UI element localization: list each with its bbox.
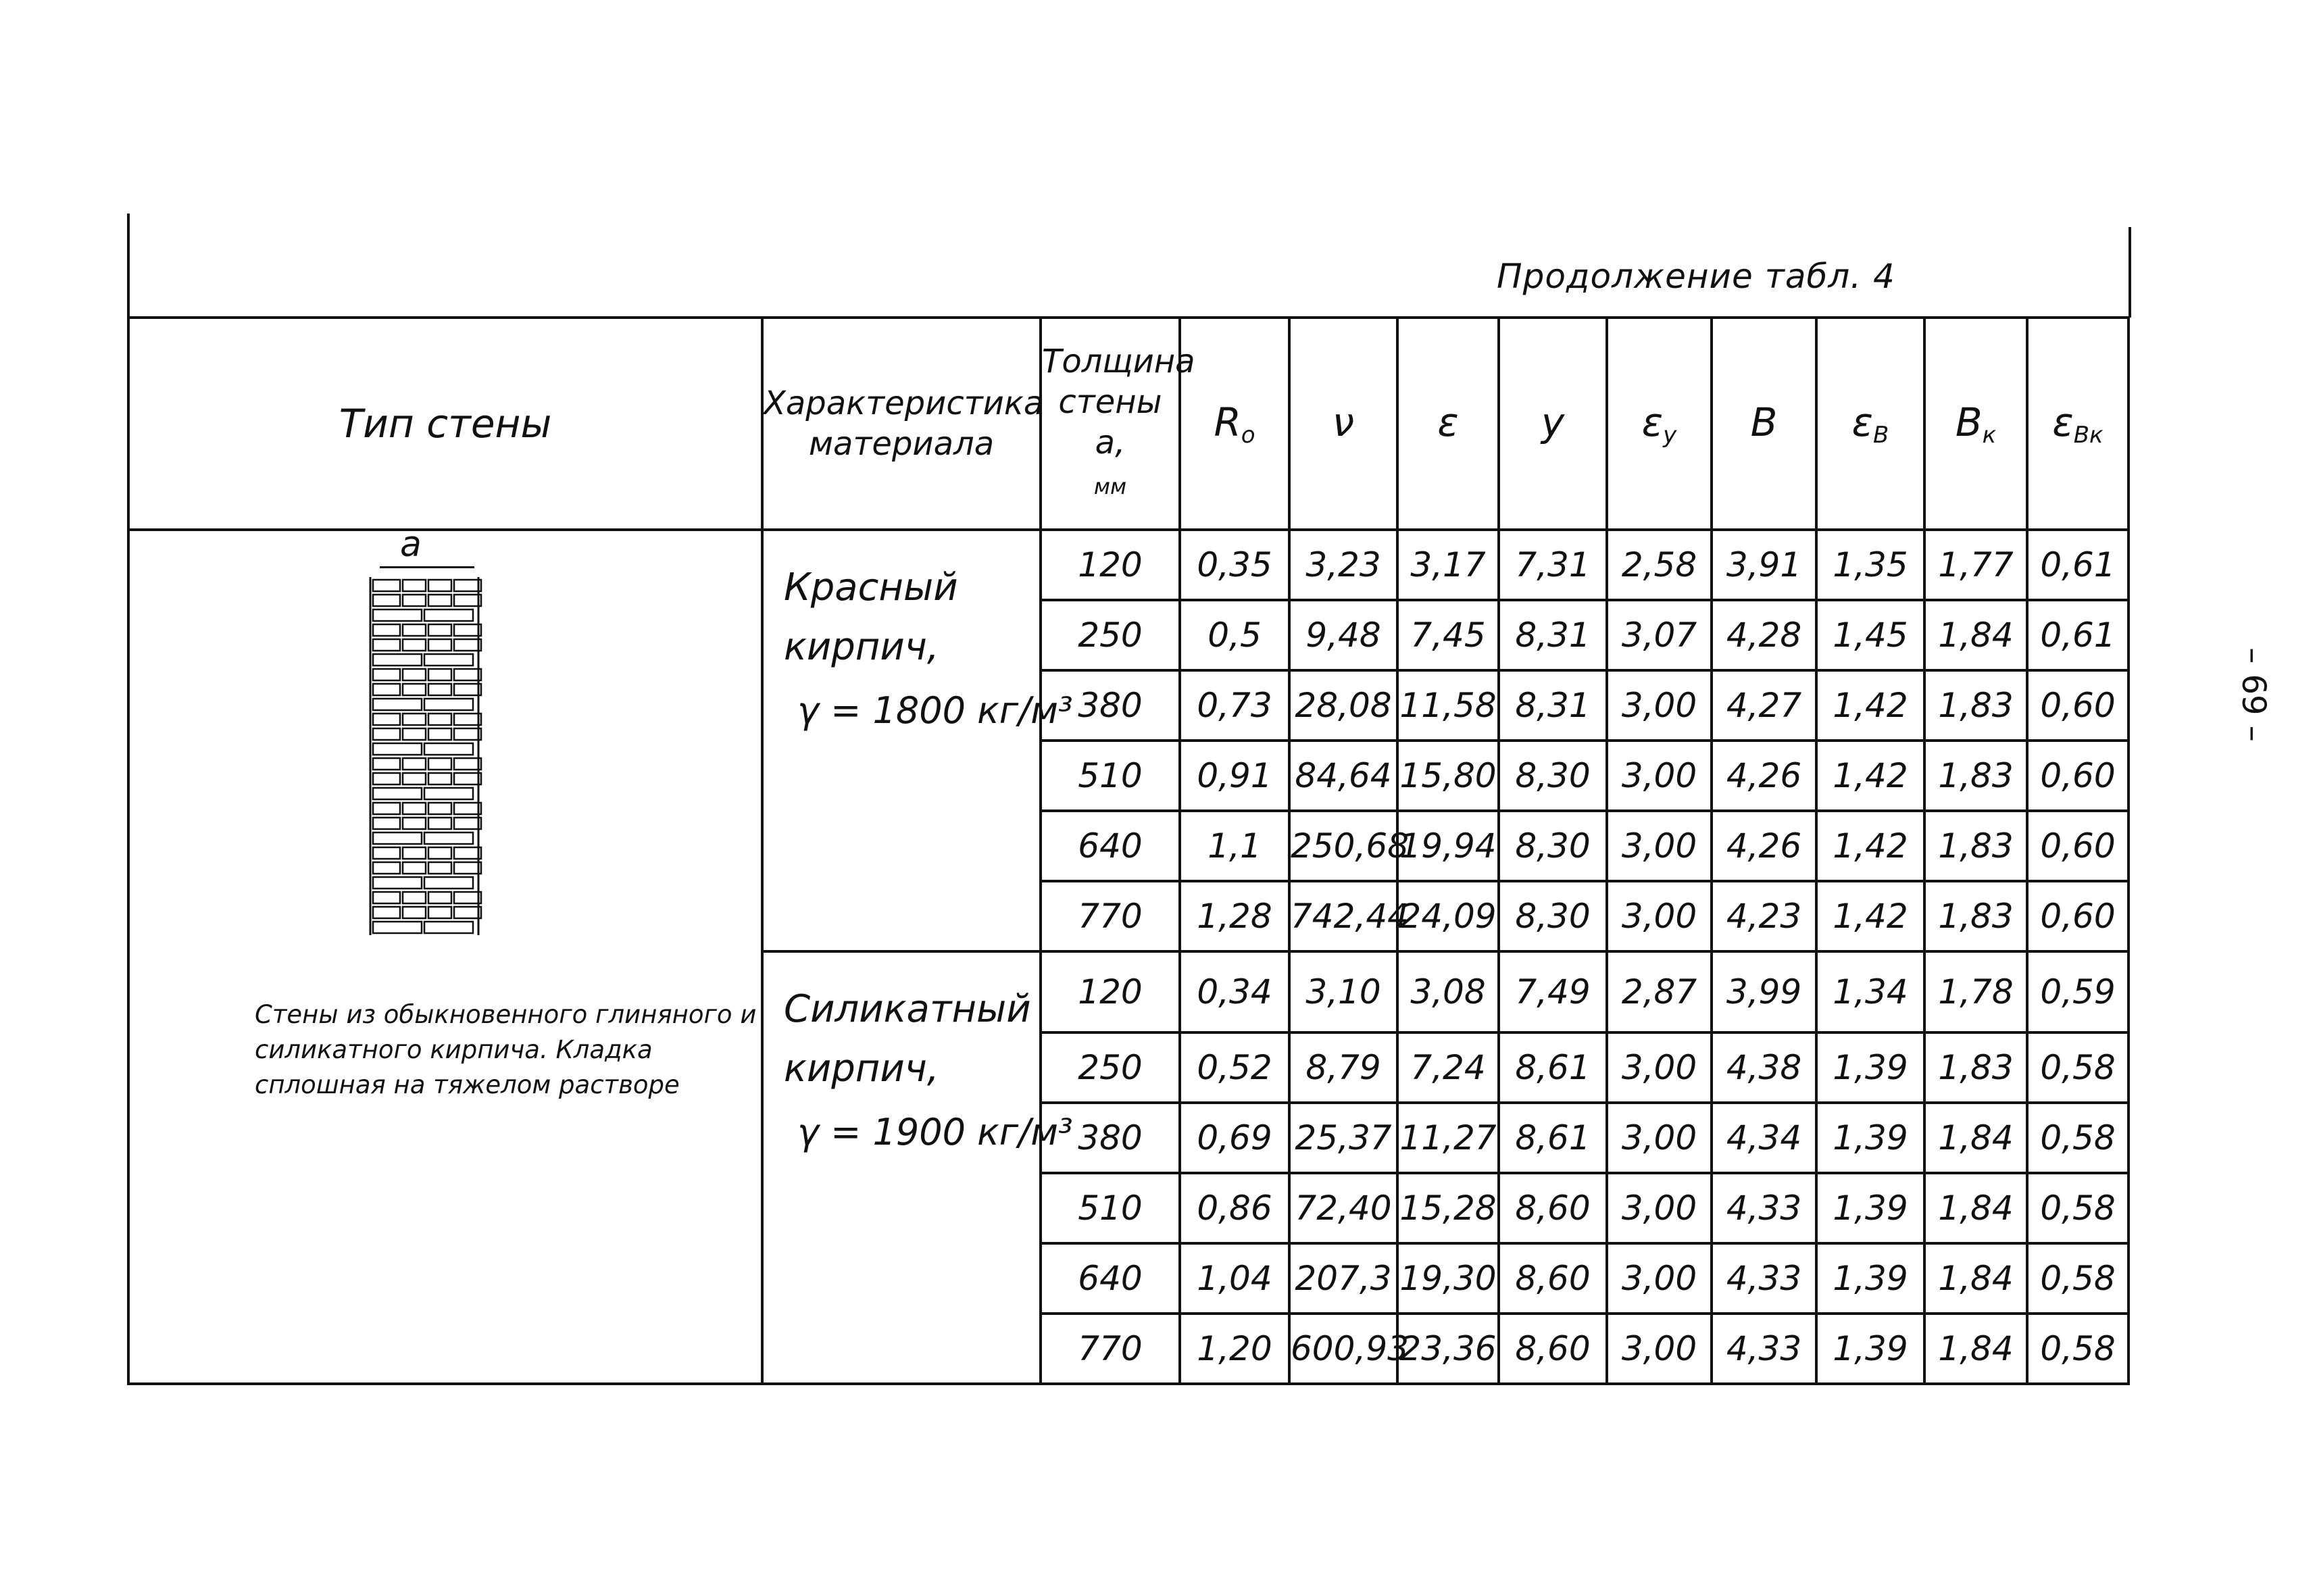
brick (403, 714, 426, 725)
material-density: γ = 1900 кг/м³ (797, 1111, 1073, 1153)
table-cell: 0,61 (2027, 600, 2129, 670)
wall-dimension-line (380, 566, 474, 568)
brick (373, 818, 400, 829)
table-cell: 1,77 (1924, 530, 2027, 600)
table-continuation-label: Продолжение табл. 4 (1497, 257, 1895, 296)
header-quantity (1397, 318, 1499, 530)
table-cell: 3,00 (1607, 811, 1712, 881)
brick (403, 803, 426, 814)
table-cell: 742,44 (1289, 881, 1397, 951)
brick (454, 624, 481, 636)
brick (424, 832, 473, 844)
brick (373, 877, 422, 889)
brick (403, 728, 426, 740)
table-cell: 8,60 (1499, 1243, 1607, 1314)
brick (454, 669, 481, 680)
table-cell: 4,33 (1712, 1243, 1816, 1314)
table-cell: 1,45 (1816, 600, 1924, 670)
thickness-value: 770 (1041, 881, 1180, 951)
table-cell: 1,42 (1816, 881, 1924, 951)
brick (454, 758, 481, 770)
brick (403, 847, 426, 859)
brick (373, 580, 400, 591)
table-cell: 4,26 (1712, 811, 1816, 881)
brick (424, 788, 473, 799)
brick (424, 877, 473, 889)
brick (373, 922, 422, 933)
wall-illustration (130, 524, 761, 1382)
table-cell: 3,00 (1607, 1173, 1712, 1243)
brick (454, 892, 481, 903)
table-cell: 4,28 (1712, 600, 1816, 670)
table-cell: 1,28 (1180, 881, 1289, 951)
thickness-value: 380 (1041, 670, 1180, 741)
table-cell: 1,04 (1180, 1243, 1289, 1314)
header-quantity-subscript: к (1982, 421, 1997, 449)
table-cell: 3,07 (1607, 600, 1712, 670)
table-cell: 0,58 (2027, 1103, 2129, 1173)
table-cell: 84,64 (1289, 741, 1397, 811)
table-cell: 1,34 (1816, 951, 1924, 1032)
header-quantity (2027, 318, 2129, 530)
brick (424, 654, 473, 666)
material-density: γ = 1800 кг/м³ (797, 689, 1073, 732)
table-cell: 3,91 (1712, 530, 1816, 600)
brick (428, 818, 451, 829)
table-cell: 207,3 (1289, 1243, 1397, 1314)
header-quantity-symbol: y (1541, 399, 1565, 445)
brick (428, 684, 451, 695)
thickness-value: 250 (1041, 1032, 1180, 1103)
table-cell: 0,5 (1180, 600, 1289, 670)
table-cell: 8,61 (1499, 1103, 1607, 1173)
brick (373, 803, 400, 814)
table-cell: 1,84 (1924, 600, 2027, 670)
table-cell: 1,84 (1924, 1243, 2027, 1314)
material-cell (762, 530, 1073, 951)
table-cell: 1,39 (1816, 1173, 1924, 1243)
brick (373, 832, 422, 844)
thickness-value: 250 (1041, 600, 1180, 670)
table-cell: 0,60 (2027, 741, 2129, 811)
brick (428, 847, 451, 859)
brick (428, 714, 451, 725)
header-material: Характеристика материала (762, 318, 1041, 530)
brick (454, 580, 481, 591)
thickness-value: 640 (1041, 1243, 1180, 1314)
wall-properties-table (127, 316, 2130, 1385)
brick (403, 624, 426, 636)
table-cell: 1,42 (1816, 811, 1924, 881)
brick (373, 892, 400, 903)
table-cell: 0,58 (2027, 1032, 2129, 1103)
table-cell: 0,34 (1180, 951, 1289, 1032)
table-cell: 0,60 (2027, 811, 2129, 881)
table-cell: 0,73 (1180, 670, 1289, 741)
table-cell: 19,30 (1397, 1243, 1499, 1314)
brick (454, 639, 481, 651)
brick (373, 907, 400, 918)
table-body (128, 524, 2129, 1384)
table-cell: 11,58 (1397, 670, 1499, 741)
brick (428, 773, 451, 784)
header-quantity (1289, 318, 1397, 530)
header-quantity-symbol: R (1214, 399, 1241, 445)
table-cell: 4,34 (1712, 1103, 1816, 1173)
header-quantity-symbol: ε (1641, 399, 1664, 445)
brick (454, 728, 481, 740)
header-quantity (1924, 318, 2027, 530)
brick (424, 609, 473, 621)
table-cell: 11,27 (1397, 1103, 1499, 1173)
header-row (128, 318, 2129, 530)
brick (454, 773, 481, 784)
table-cell: 8,79 (1289, 1032, 1397, 1103)
table-cell: 3,00 (1607, 741, 1712, 811)
brick (403, 758, 426, 770)
table-cell: 24,09 (1397, 881, 1499, 951)
header-quantity-symbol: ε (1437, 399, 1459, 445)
table-cell: 0,61 (2027, 530, 2129, 600)
brick (373, 773, 400, 784)
brick (454, 803, 481, 814)
table-cell: 3,00 (1607, 1314, 1712, 1384)
table-cell: 0,58 (2027, 1243, 2129, 1314)
brick (428, 803, 451, 814)
brick (403, 639, 426, 651)
brick (373, 699, 422, 710)
table-cell: 0,58 (2027, 1173, 2129, 1243)
table-cell: 600,93 (1289, 1314, 1397, 1384)
header-quantity (1607, 318, 1712, 530)
header-quantity-symbol: B (1750, 399, 1778, 445)
table-cell: 1,83 (1924, 670, 2027, 741)
brick (454, 862, 481, 874)
thickness-value: 640 (1041, 811, 1180, 881)
thickness-value: 770 (1041, 1314, 1180, 1384)
brick (373, 847, 400, 859)
table-cell: 2,87 (1607, 951, 1712, 1032)
wall-type-cell (128, 524, 762, 1384)
brick (373, 758, 400, 770)
brick (428, 595, 451, 606)
table-cell: 7,24 (1397, 1032, 1499, 1103)
brick (373, 788, 422, 799)
brick (424, 922, 473, 933)
brick (454, 714, 481, 725)
brick (454, 907, 481, 918)
brick (373, 654, 422, 666)
brick (428, 728, 451, 740)
table-cell: 28,08 (1289, 670, 1397, 741)
brick (454, 818, 481, 829)
header-thickness (1041, 318, 1195, 530)
thickness-value: 380 (1041, 1103, 1180, 1173)
brick (373, 743, 422, 755)
table-cell: 1,84 (1924, 1314, 2027, 1384)
table-cell: 72,40 (1289, 1173, 1397, 1243)
table-cell: 4,27 (1712, 670, 1816, 741)
header-quantity-subscript: o (1241, 421, 1255, 449)
table-cell: 1,83 (1924, 1032, 2027, 1103)
brick (454, 847, 481, 859)
brick (428, 862, 451, 874)
table-cell: 7,31 (1499, 530, 1607, 600)
header-quantity-symbol: ν (1332, 399, 1355, 445)
header-quantity-symbol: B (1955, 399, 1983, 445)
brick (373, 639, 400, 651)
page-number: – 69 – (2235, 647, 2272, 742)
table-cell: 250,68 (1289, 811, 1397, 881)
brick (454, 595, 481, 606)
table-cell: 3,99 (1712, 951, 1816, 1032)
header-thickness-label: Толщина стены (1042, 342, 1195, 421)
table-cell: 1,39 (1816, 1243, 1924, 1314)
brick (373, 609, 422, 621)
header-quantity (1499, 318, 1607, 530)
table-cell: 0,91 (1180, 741, 1289, 811)
brick (403, 669, 426, 680)
table-cell: 1,35 (1816, 530, 1924, 600)
table-cell: 4,33 (1712, 1173, 1816, 1243)
table-cell: 8,60 (1499, 1173, 1607, 1243)
table-cell: 4,26 (1712, 741, 1816, 811)
table-cell: 0,69 (1180, 1103, 1289, 1173)
table-cell: 3,08 (1397, 951, 1499, 1032)
table-cell: 3,00 (1607, 1243, 1712, 1314)
table-cell: 23,36 (1397, 1314, 1499, 1384)
material-name: Силикатный кирпич, (784, 987, 1031, 1091)
table-cell: 0,86 (1180, 1173, 1289, 1243)
table-cell: 0,52 (1180, 1032, 1289, 1103)
table-cell: 4,38 (1712, 1032, 1816, 1103)
header-quantity (1180, 318, 1289, 530)
table-cell: 1,83 (1924, 811, 2027, 881)
table-cell: 1,84 (1924, 1173, 2027, 1243)
brick (403, 892, 426, 903)
thickness-value: 120 (1041, 951, 1180, 1032)
brick (403, 818, 426, 829)
table-cell: 25,37 (1289, 1103, 1397, 1173)
table-cell: 19,94 (1397, 811, 1499, 881)
wall-dimension-label: a (400, 524, 422, 565)
table-cell: 4,33 (1712, 1314, 1816, 1384)
header-wall-type: Тип стены (128, 318, 762, 530)
header-quantity-symbol: ε (1851, 399, 1874, 445)
brick (428, 907, 451, 918)
table-cell: 1,84 (1924, 1103, 2027, 1173)
table-cell: 8,31 (1499, 600, 1607, 670)
table-cell: 8,30 (1499, 741, 1607, 811)
brick (403, 580, 426, 591)
header-quantity (1712, 318, 1816, 530)
brick-wall-drawing (368, 576, 489, 954)
table-cell: 3,10 (1289, 951, 1397, 1032)
frame-right-line (2129, 227, 2131, 318)
table-cell: 8,30 (1499, 881, 1607, 951)
table-cell: 3,17 (1397, 530, 1499, 600)
brick (373, 624, 400, 636)
table-cell: 8,60 (1499, 1314, 1607, 1384)
table-cell: 15,28 (1397, 1173, 1499, 1243)
table-cell: 1,42 (1816, 741, 1924, 811)
table-cell: 0,59 (2027, 951, 2129, 1032)
header-quantity-subscript: Bк (2073, 421, 2104, 449)
table-cell: 0,60 (2027, 881, 2129, 951)
table-cell: 1,20 (1180, 1314, 1289, 1384)
brick (373, 595, 400, 606)
brick (424, 699, 473, 710)
table-cell: 1,39 (1816, 1103, 1924, 1173)
material-name: Красный кирпич, (784, 566, 958, 669)
table-cell: 15,80 (1397, 741, 1499, 811)
table-cell: 3,00 (1607, 670, 1712, 741)
table-cell: 2,58 (1607, 530, 1712, 600)
brick (373, 714, 400, 725)
table-row (128, 530, 2129, 600)
wall-caption: Стены из обыкновенного глиняного и силикатного кирпича. Кладка сплошная на тяжелом растворе (255, 1000, 757, 1099)
table-cell: 0,35 (1180, 530, 1289, 600)
table-cell: 3,00 (1607, 1032, 1712, 1103)
table-cell: 8,61 (1499, 1032, 1607, 1103)
brick (424, 743, 473, 755)
brick (403, 684, 426, 695)
table-cell: 8,30 (1499, 811, 1607, 881)
thickness-value: 510 (1041, 1173, 1180, 1243)
header-thickness-unit: мм (1093, 473, 1127, 499)
table-cell: 4,23 (1712, 881, 1816, 951)
brick (428, 624, 451, 636)
table-cell: 1,42 (1816, 670, 1924, 741)
thickness-value: 510 (1041, 741, 1180, 811)
brick (428, 639, 451, 651)
brick (428, 669, 451, 680)
table-cell: 1,78 (1924, 951, 2027, 1032)
header-quantity-symbol: ε (2052, 399, 2074, 445)
header-quantity-subscript: y (1663, 421, 1677, 449)
brick (373, 862, 400, 874)
table-cell: 0,58 (2027, 1314, 2129, 1384)
table-cell: 7,45 (1397, 600, 1499, 670)
table-cell: 9,48 (1289, 600, 1397, 670)
brick (373, 669, 400, 680)
brick (373, 684, 400, 695)
brick (403, 862, 426, 874)
table-cell: 1,83 (1924, 881, 2027, 951)
table-cell: 8,31 (1499, 670, 1607, 741)
table-cell: 3,00 (1607, 881, 1712, 951)
table-cell: 7,49 (1499, 951, 1607, 1032)
table-cell: 1,1 (1180, 811, 1289, 881)
brick (428, 580, 451, 591)
header-quantity (1816, 318, 1924, 530)
table-cell: 1,39 (1816, 1032, 1924, 1103)
brick (454, 684, 481, 695)
thickness-value: 120 (1041, 530, 1180, 600)
brick (403, 773, 426, 784)
table-cell: 0,60 (2027, 670, 2129, 741)
brick (403, 595, 426, 606)
brick (403, 907, 426, 918)
table-cell: 1,83 (1924, 741, 2027, 811)
table-cell: 1,39 (1816, 1314, 1924, 1384)
brick (428, 892, 451, 903)
header-quantity-subscript: B (1873, 421, 1889, 449)
table-cell: 3,00 (1607, 1103, 1712, 1173)
material-cell (762, 951, 1073, 1384)
header-thickness-symbol: a, (1095, 423, 1126, 462)
brick (428, 758, 451, 770)
table-cell: 3,23 (1289, 530, 1397, 600)
brick (373, 728, 400, 740)
